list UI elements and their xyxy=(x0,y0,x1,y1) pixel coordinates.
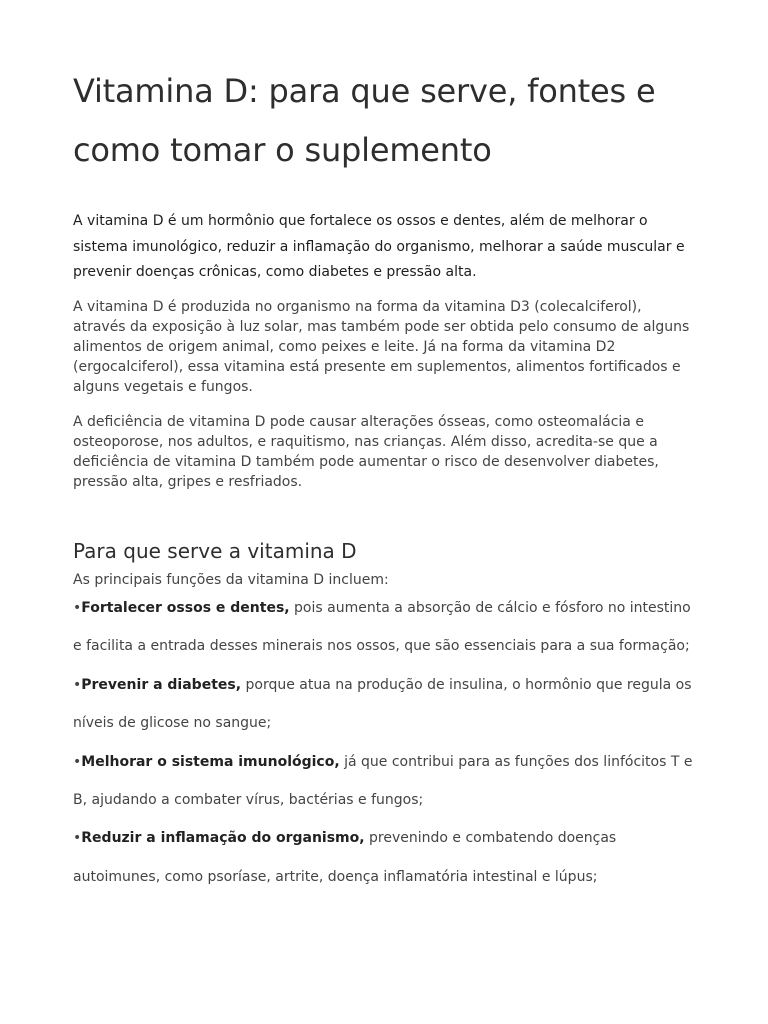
list-item-text: pois aumenta a absorção de cálcio e fósforo no intestino e facilita a entrada desses minerais nos ossos, que são essenciais para a sua formação; xyxy=(73,600,691,655)
section-heading: Para que serve a vitamina D xyxy=(73,539,357,563)
list-item-bold: Prevenir a diabetes, xyxy=(81,676,242,693)
list-item xyxy=(73,819,703,896)
bullet: • xyxy=(73,600,82,616)
list-item-text: prevenindo e combatendo doenças autoimunes, como psoríase, artrite, doença inflamatória intestinal e lúpus; xyxy=(73,830,617,885)
body-paragraph: A vitamina D é produzida no organismo na forma da vitamina D3 (colecalciferol), através da exposição à luz solar, mas também pode ser obtida pelo consumo de alguns alimentos de origem animal, como peixes e leite. Já na forma da vitamina D2 (ergocalciferol), essa vitamina está presente em suplementos, alimentos fortificados e alguns vegetais e fungos. xyxy=(73,299,690,395)
section-intro: As principais funções da vitamina D incluem: xyxy=(73,572,389,588)
list-item xyxy=(73,589,703,666)
article-title: Vitamina D: para que serve, fontes e como tomar o suplemento xyxy=(73,72,656,169)
list-item xyxy=(73,743,703,820)
bullet: • xyxy=(73,830,82,847)
list-item-text: já que contribui para as funções dos linfócitos T e B, ajudando a combater vírus, bactérias e fungos; xyxy=(73,753,693,809)
lead-paragraph: A vitamina D é um hormônio que fortalece os ossos e dentes, além de melhorar o sistema imunológico, reduzir a inflamação do organismo, melhorar a saúde muscular e prevenir doenças crônicas, como diabetes e pressão alta. xyxy=(73,213,685,281)
list-item-text: porque atua na produção de insulina, o hormônio que regula os níveis de glicose no sangue; xyxy=(73,676,692,732)
list-item-bold: Reduzir a inflamação do organismo, xyxy=(81,830,365,847)
list-item xyxy=(73,666,703,743)
bullet: • xyxy=(73,676,82,693)
bullet: • xyxy=(73,753,82,770)
function-list xyxy=(73,589,703,896)
list-item-bold: Melhorar o sistema imunológico, xyxy=(81,753,340,770)
list-item-bold: Fortalecer ossos e dentes, xyxy=(81,600,290,616)
body-paragraph: A deficiência de vitamina D pode causar alterações ósseas, como osteomalácia e osteoporose, nos adultos, e raquitismo, nas crianças. Além disso, acredita-se que a deficiência de vitamina D também pode aumentar o risco de desenvolver diabetes, pressão alta, gripes e resfriados. xyxy=(73,414,659,490)
